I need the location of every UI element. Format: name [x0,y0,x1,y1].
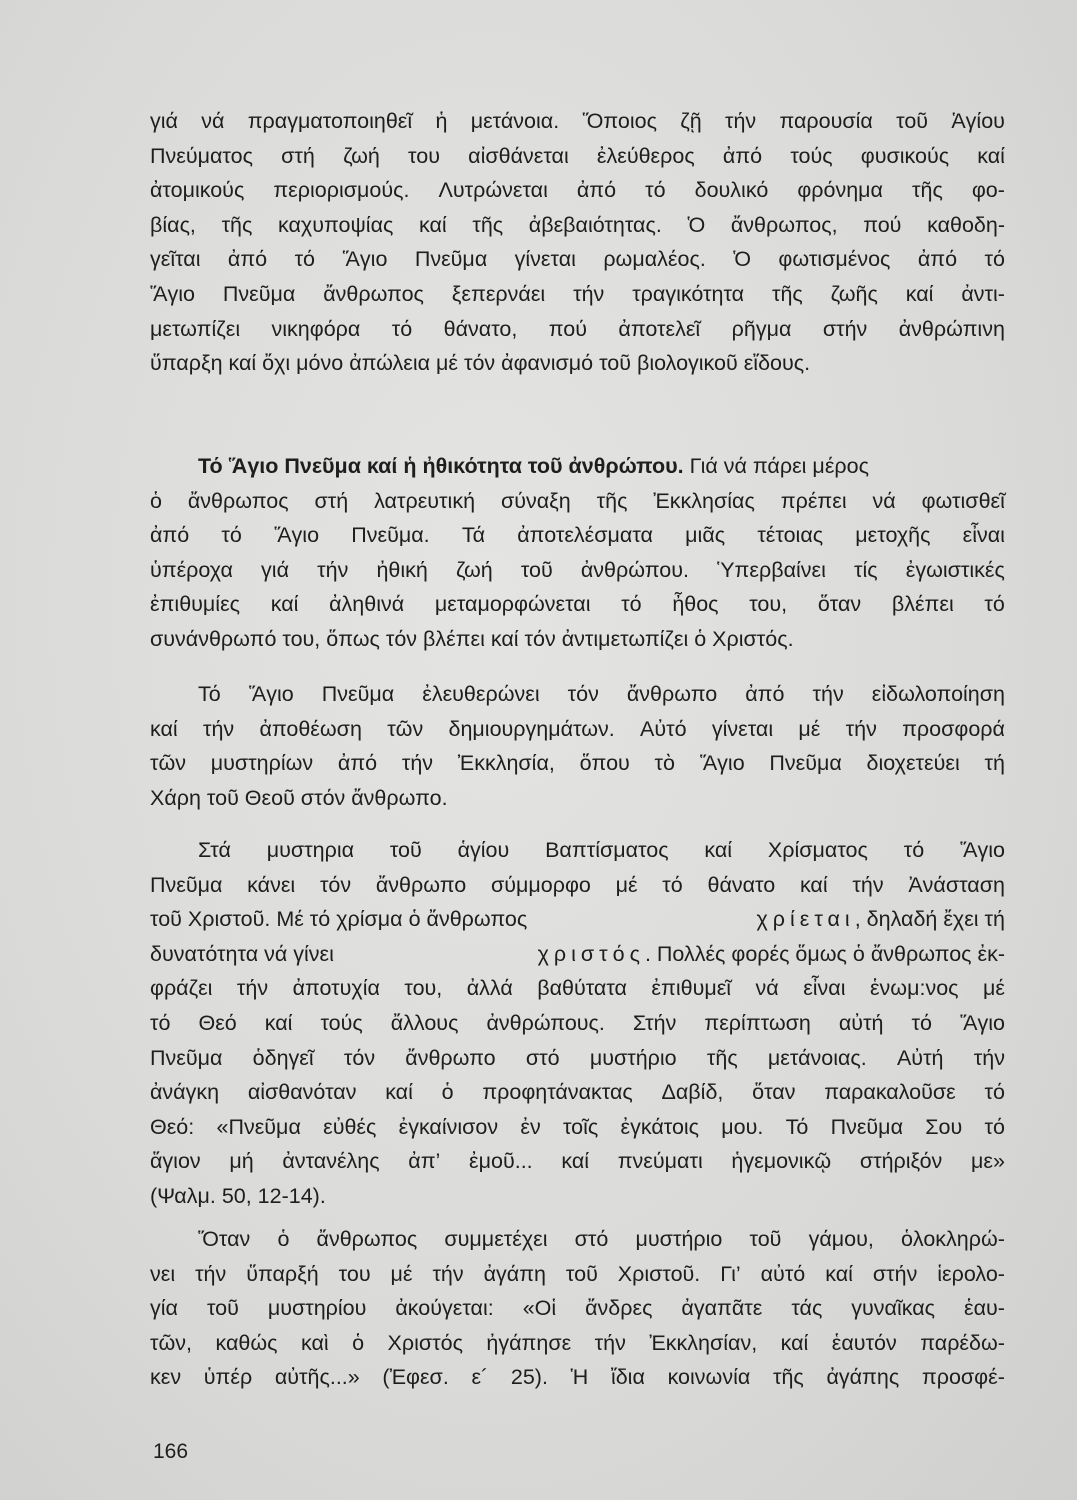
text-line: γιά νά πραγματοποιηθεῖ ἡ μετάνοια. Ὅποιος ζῇ τήν παρουσία τοῦ Ἁγίου [150,109,1005,133]
text-line: γεῖται ἀπό τό Ἅγιο Πνεῦμα γίνεται ρωμαλέος. Ὁ φωτισμένος ἀπό τό [150,247,1005,272]
paragraph-5 [150,1222,1005,1395]
paragraph-3 [150,677,1005,815]
paragraph-2 [150,449,1005,657]
section-heading: Τό Ἅγιο Πνεῦμα καί ἡ ἠθικότητα τοῦ ἀνθρώπου. [198,454,684,478]
heading-line [150,449,1005,484]
line-start: τοῦ Χριστοῦ. Μέ τό χρίσμα ὁ ἄνθρωπος [150,907,528,932]
text-line: ἀπό τό Ἅγιο Πνεῦμα. Τά ἀποτελέσματα μιᾶς τέτοιας μετοχῆς εἶναι [150,523,1005,548]
text-line: Θεό: «Πνεῦμα εὐθές ἐγκαίνισον ἐν τοῖς ἐγκάτοις μου. Τό Πνεῦμα Σου τό [150,1114,1005,1139]
text-line: ἅγιον μή ἀντανέλης ἀπ’ ἐμοῦ... καί πνεύματι ἡγεμονικῷ στήριξόν με» [150,1149,1005,1174]
text-line: ἀνάγκη αἰσθανόταν καί ὁ προφητάνακτας Δαβίδ, ὅταν παρακαλοῦσε τό [150,1080,1005,1105]
text-line: ἐπιθυμίες καί ἀληθινά μεταμορφώνεται τό ἦθος του, ὅταν βλέπει τό [150,592,1005,617]
text-line: Χάρη τοῦ Θεοῦ στόν ἄνθρωπο. [150,785,448,810]
spaced-emphasis: χρίεται, δηλαδή ἔχει τή [756,907,1005,932]
text-line: κεν ὑπέρ αὐτῆς...» (Ἐφεσ. ε´ 25). Ἡ ἴδια κοινωνία τῆς ἀγάπης προσφέ- [150,1365,1005,1390]
text-line: ὑπέροχα γιά τήν ἠθική ζωή τοῦ ἀνθρώπου. Ὑπερβαίνει τίς ἐγωιστικές [150,557,1005,582]
text-line: τῶν μυστηρίων ἀπό τήν Ἐκκλησία, ὅπου τὸ Ἅγιο Πνεῦμα διοχετεύει τή [150,751,1005,776]
text-line: τῶν, καθώς καὶ ὁ Χριστός ἠγάπησε τήν Ἐκκλησίαν, καί ἑαυτόν παρέδω- [150,1330,1005,1355]
text-line: συνάνθρωπό του, ὅπως τόν βλέπει καί τόν ἀντιμετωπίζει ὁ Χριστός. [150,626,794,651]
text-line: ὁ ἄνθρωπος στή λατρευτική σύναξη τῆς Ἐκκλησίας πρέπει νά φωτισθεῖ [150,488,1005,513]
text-line: νει τήν ὕπαρξή του μέ τήν ἀγάπη τοῦ Χριστοῦ. Γι’ αὐτό καί στήν ἱερολο- [150,1261,1005,1286]
paragraph-4 [150,833,1005,1214]
text-line: τό Θεό καί τούς ἄλλους ἀνθρώπους. Στήν περίπτωση αὐτή τό Ἅγιο [150,1010,1005,1035]
text-line: φράζει τήν ἀποτυχία του, ἀλλά βαθύτατα ἐπιθυμεῖ νά εἶναι ἑνωμ:νος μέ [150,976,1005,1001]
text-line: Πνεῦμα ὁδηγεῖ τόν ἄνθρωπο στό μυστήριο τῆς μετάνοιας. Αὐτή τήν [150,1045,1005,1070]
text-line: καί τήν ἀποθέωση τῶν δημιουργημάτων. Αὐτό γίνεται μέ τήν προσφορά [150,716,1005,741]
spaced-emphasis: χριστός. Πολλές φορές ὅμως ὁ ἄνθρωπος ἐκ- [537,941,1005,966]
text-line: γία τοῦ μυστηρίου ἀκούγεται: «Οἱ ἄνδρες ἀγαπᾶτε τάς γυναῖκας ἑαυ- [150,1296,1005,1321]
text-line: μετωπίζει νικηφόρα τό θάνατο, πού ἀποτελεῖ ρῆγμα στήν ἀνθρώπινη [150,316,1005,341]
text-line: Ἅγιο Πνεῦμα ἄνθρωπος ξεπερνάει τήν τραγικότητα τῆς ζωῆς καί ἀντι- [150,281,1005,306]
text-line: Στά μυστηρια τοῦ ἁγίου Βαπτίσματος καί Χρίσματος τό Ἅγιο [198,838,1005,862]
text-line: βίας, τῆς καχυποψίας καί τῆς ἀβεβαιότητας. Ὁ ἄνθρωπος, πού καθοδη- [150,212,1005,237]
page-number: 166 [153,1440,189,1463]
text-line: Πνεῦμα κάνει τόν ἄνθρωπο σύμμορφο μέ τό θάνατο καί τήν Ἀνάσταση [150,872,1005,897]
text-line: ὕπαρξη καί ὄχι μόνο ἀπώλεια μέ τόν ἀφανισμό τοῦ βιολογικοῦ εἴδους. [150,351,811,376]
text-line: (Ψαλμ. 50, 12-14). [150,1183,326,1208]
paragraph-1 [150,104,1005,381]
line-start: δυνατότητα νά γίνει [150,941,334,966]
text-line-with-spaced-word [150,937,1005,972]
text-line-with-spaced-word [150,902,1005,937]
heading-line-rest: Γιά νά πάρει μέρος [689,454,869,478]
text-line: ἀτομικούς περιορισμούς. Λυτρώνεται ἀπό τό δουλικό φρόνημα τῆς φο- [150,178,1005,203]
text-line: Ὅταν ὁ ἄνθρωπος συμμετέχει στό μυστήριο τοῦ γάμου, ὁλοκληρώ- [198,1227,1005,1251]
text-line: Τό Ἅγιο Πνεῦμα ἐλευθερώνει τόν ἄνθρωπο ἀπό τήν εἰδωλοποίηση [198,682,1005,706]
text-line: Πνεύματος στή ζωή του αἰσθάνεται ἐλεύθερος ἀπό τούς φυσικούς καί [150,143,1005,168]
